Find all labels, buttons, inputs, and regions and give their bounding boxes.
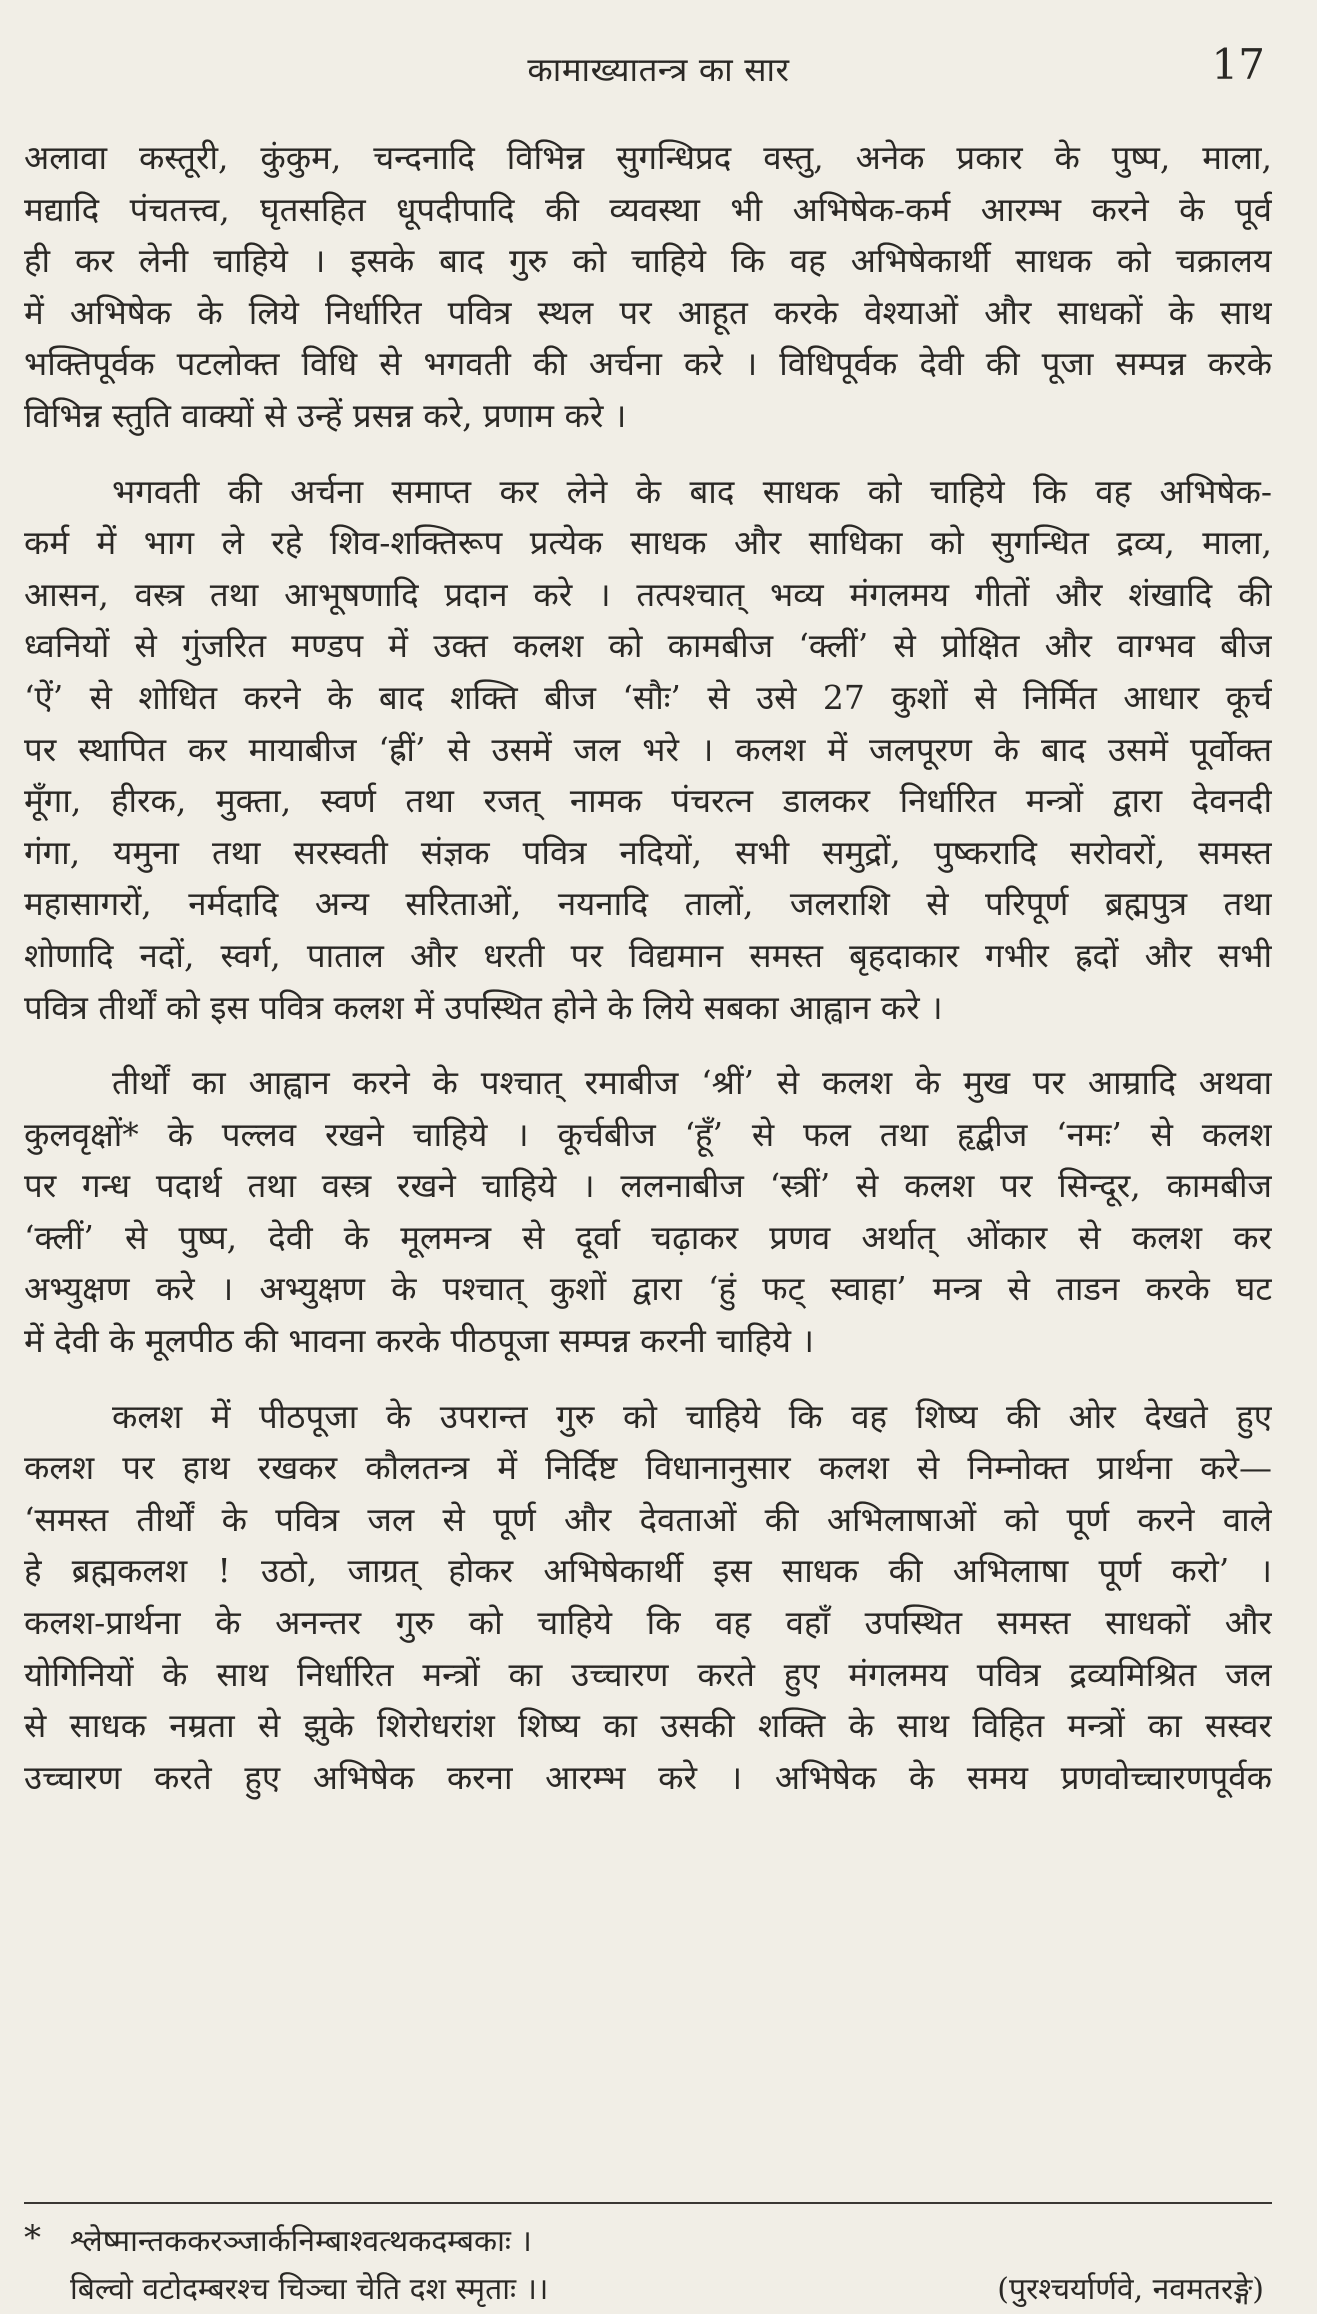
- footnote-verse-line-2: बिल्वो वटोदम्बरश्च चिञ्चा चेति दश स्मृताः ।।: [70, 2272, 549, 2307]
- text-line: में अभिषेक के लिये निर्धारित पवित्र स्थल पर आहूत करके वेश्याओं और साधकों के साथ: [24, 292, 1272, 332]
- paragraph-3: [24, 1057, 1272, 1367]
- text-line: ‘समस्त तीर्थों के पवित्र जल से पूर्ण और देवताओं की अभिलाषाओं को पूर्ण करने वाले: [24, 1499, 1272, 1539]
- body-text: [24, 132, 1272, 1803]
- paragraph-1: [24, 132, 1272, 442]
- text-line: ‘क्लीं’ से पुष्प, देवी के मूलमन्त्र से दूर्वा चढ़ाकर प्रणव अर्थात् ओंकार से कलश कर: [24, 1217, 1272, 1257]
- text-line: कलश पर हाथ रखकर कौलतन्त्र में निर्दिष्ट विधानानुसार कलश से निम्नोक्त प्रार्थना करे—: [24, 1448, 1272, 1488]
- text-line: मद्यादि पंचतत्त्व, घृतसहित धूपदीपादि की व्यवस्था भी अभिषेक-कर्म आरम्भ करने के पूर्व: [24, 189, 1272, 229]
- text-line: कर्म में भाग ले रहे शिव-शक्तिरूप प्रत्येक साधक और साधिका को सुगन्धित द्रव्य, माला,: [24, 523, 1272, 563]
- text-line: भक्तिपूर्वक पटलोक्त विधि से भगवती की अर्चना करे । विधिपूर्वक देवी की पूजा सम्पन्न करके: [24, 344, 1272, 384]
- text-line: ध्वनियों से गुंजरित मण्डप में उक्त कलश को कामबीज ‘क्लीं’ से प्रोक्षित और वाग्भव बीज: [24, 626, 1272, 666]
- footnote-verse-line-1: श्लेष्मान्तककरञ्जार्कनिम्बाश्वत्थकदम्बकाः ।: [70, 2224, 532, 2259]
- text-line: महासागरों, नर्मदादि अन्य सरिताओं, नयनादि तालों, जलराशि से परिपूर्ण ब्रह्मपुत्र तथा: [24, 884, 1272, 924]
- footnote-divider: [24, 2202, 1272, 2204]
- text-line: ‘ऐं’ से शोधित करने के बाद शक्ति बीज ‘सौः’ से उसे 27 कुशों से निर्मित आधार कूर्च: [24, 677, 1272, 717]
- text-line: कलश-प्रार्थना के अनन्तर गुरु को चाहिये कि वह वहाँ उपस्थित समस्त साधकों और: [24, 1603, 1272, 1643]
- text-line: उच्चारण करते हुए अभिषेक करना आरम्भ करे । अभिषेक के समय प्रणवोच्चारणपूर्वक: [24, 1757, 1272, 1797]
- text-line: पर स्थापित कर मायाबीज ‘ह्रीं’ से उसमें जल भरे । कलश में जलपूरण के बाद उसमें पूर्वोक्त: [24, 729, 1272, 769]
- text-line: कलश में पीठपूजा के उपरान्त गुरु को चाहिये कि वह शिष्य की ओर देखते हुए: [112, 1396, 1272, 1436]
- text-line: कुलवृक्षों* के पल्लव रखने चाहिये । कूर्चबीज ‘हूँ’ से फल तथा हृद्बीज ‘नमः’ से कलश: [24, 1114, 1272, 1154]
- text-line: गंगा, यमुना तथा सरस्वती संज्ञक पवित्र नदियों, सभी समुद्रों, पुष्करादि सरोवरों, समस्त: [24, 832, 1272, 872]
- text-line: भगवती की अर्चना समाप्त कर लेने के बाद साधक को चाहिये कि वह अभिषेक-: [112, 471, 1272, 511]
- text-line: से साधक नम्रता से झुके शिरोधरांश शिष्य का उसकी शक्ति के साथ विहित मन्त्रों का सस्वर: [24, 1706, 1272, 1746]
- text-line: अभ्युक्षण करे । अभ्युक्षण के पश्चात् कुशों द्वारा ‘हुं फट् स्वाहा’ मन्त्र से ताडन करके घट: [24, 1269, 1272, 1309]
- footnote: [24, 2218, 1272, 2314]
- page-number: 17: [1211, 40, 1265, 89]
- text-line: अलावा कस्तूरी, कुंकुम, चन्दनादि विभिन्न सुगन्धिप्रद वस्तु, अनेक प्रकार के पुष्प, माला,: [24, 138, 1272, 177]
- text-line: पर गन्ध पदार्थ तथा वस्त्र रखने चाहिये । ललनाबीज ‘स्त्रीं’ से कलश पर सिन्दूर, कामबीज: [24, 1166, 1272, 1206]
- text-line: आसन, वस्त्र तथा आभूषणादि प्रदान करे । तत्पश्चात् भव्य मंगलमय गीतों और शंखादि की: [24, 574, 1272, 614]
- text-line: ही कर लेनी चाहिये । इसके बाद गुरु को चाहिये कि वह अभिषेकार्थी साधक को चक्रालय: [24, 241, 1272, 281]
- text-line: योगिनियों के साथ निर्धारित मन्त्रों का उच्चारण करते हुए मंगलमय पवित्र द्रव्यमिश्रित जल: [24, 1654, 1272, 1694]
- footnote-marker: *: [24, 2218, 41, 2258]
- text-line: शोणादि नदों, स्वर्ग, पाताल और धरती पर विद्यमान समस्त बृहदाकार गभीर ह्रदों और सभी: [24, 935, 1272, 975]
- page-header: [0, 40, 1317, 100]
- text-line: में देवी के मूलपीठ की भावना करके पीठपूजा सम्पन्न करनी चाहिये ।: [24, 1321, 815, 1361]
- footnote-source: (पुरश्चर्यार्णवे, नवमतरङ्गे): [997, 2272, 1264, 2307]
- text-line: मूँगा, हीरक, मुक्ता, स्वर्ण तथा रजत् नामक पंचरत्न डालकर निर्धारित मन्त्रों द्वारा देवनदी: [24, 781, 1272, 821]
- text-line: हे ब्रह्मकलश ! उठो, जाग्रत् होकर अभिषेकार्थी इस साधक की अभिलाषा पूर्ण करो’ ।: [24, 1551, 1272, 1591]
- running-title: कामाख्यातन्त्र का सार: [527, 50, 790, 89]
- paragraph-4: [24, 1391, 1272, 1804]
- text-line: विभिन्न स्तुति वाक्यों से उन्हें प्रसन्न करे, प्रणाम करे ।: [24, 395, 627, 435]
- text-line: तीर्थों का आह्वान करने के पश्चात् रमाबीज ‘श्रीं’ से कलश के मुख पर आम्रादि अथवा: [112, 1063, 1272, 1103]
- paragraph-2: [24, 466, 1272, 1034]
- text-line: पवित्र तीर्थों को इस पवित्र कलश में उपस्थित होने के लिये सबका आह्वान करे ।: [24, 987, 943, 1027]
